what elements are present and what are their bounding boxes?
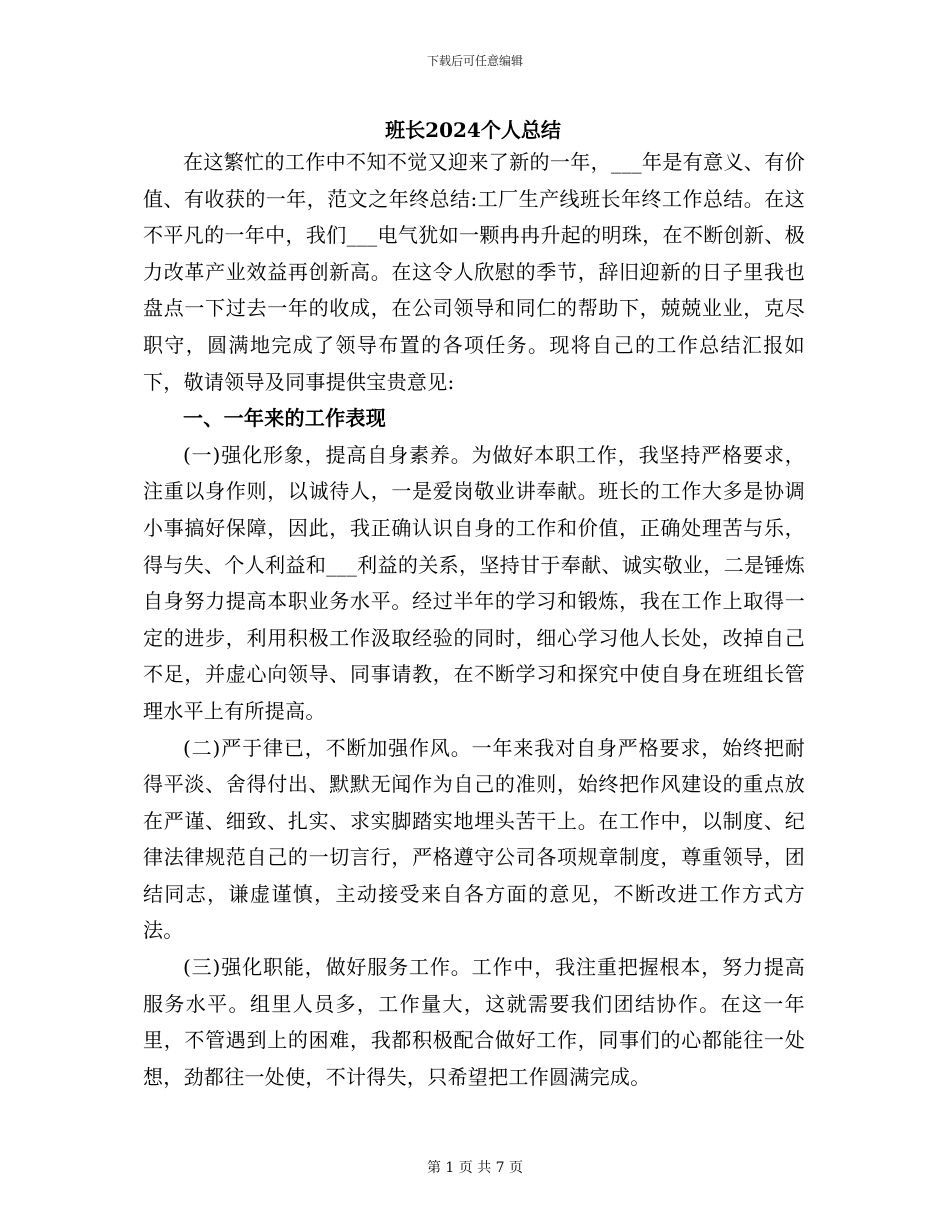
page-header-note: 下载后可任意编辑 bbox=[426, 54, 523, 68]
document-title: 班长2024个人总结 bbox=[385, 118, 561, 142]
paragraph-section-2: (二)严于律已，不断加强作风。一年来我对自身严格要求，始终把耐得平淡、舍得付出、默默无闻作为自己的准则，始终把作风建设的重点放在严谨、细致、扎实、求实脚踏实地埋头苦干上。在工作中，以制度、纪律法律规范自己的一切言行，严格遵守公司各项规章制度，尊重领导，团结同志，谦虚谨慎，主动接受来自各方面的意见，不断改进工作方式方法。 bbox=[143, 735, 805, 943]
paragraph-section-3: (三)强化职能，做好服务工作。工作中，我注重把握根本，努力提高服务水平。组里人员多，工作量大，这就需要我们团结协作。在这一年里，不管遇到上的困难，我都积极配合做好工作，同事们的心都能往一处想，劲都往一处使，不计得失，只希望把工作圆满完成。 bbox=[143, 955, 805, 1089]
section-heading: 一、一年来的工作表现 bbox=[183, 406, 386, 431]
page-number-footer: 第 1 页 共 7 页 bbox=[426, 1160, 524, 1176]
paragraph-section-1: (一)强化形象，提高自身素养。为做好本职工作，我坚持严格要求，注重以身作则，以诚待人，一是爱岗敬业讲奉献。班长的工作大多是协调小事搞好保障，因此，我正确认识自身的工作和价值，正确处理苦与乐，得与失、个人利益和___利益的关系，坚持甘于奉献、诚实敬业，二是锤炼自身努力提高本职业务水平。经过半年的学习和锻炼，我在工作上取得一定的进步，利用积极工作汲取经验的同时，细心学习他人长处，改掉自己不足，并虚心向领导、同事请教，在不断学习和探究中使自身在班组长管理水平上有所提高。 bbox=[143, 442, 805, 723]
document-body bbox=[143, 144, 805, 1095]
paragraph-intro: 在这繁忙的工作中不知不觉又迎来了新的一年，___年是有意义、有价值、有收获的一年，范文之年终总结:工厂生产线班长年终工作总结。在这不平凡的一年中，我们___电气犹如一颗冉冉升起的明珠，在不断创新、极力改革产业效益再创新高。在这令人欣慰的季节，辞旧迎新的日子里我也盘点一下过去一年的收成，在公司领导和同仁的帮助下，兢兢业业，克尽职守，圆满地完成了领导布置的各项任务。现将自己的工作总结汇报如下，敬请领导及同事提供宝贵意见: bbox=[143, 150, 805, 394]
